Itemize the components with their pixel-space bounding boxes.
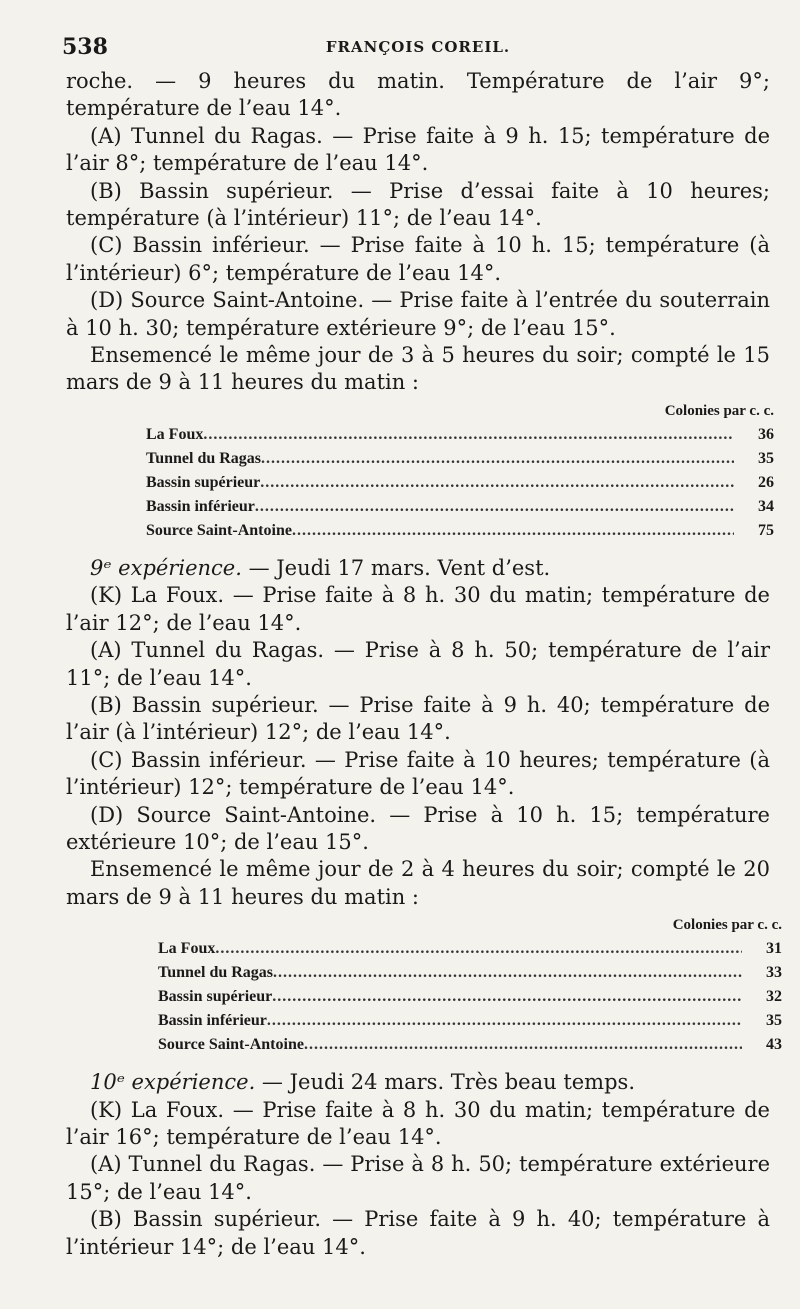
paragraph: (B) Bassin supérieur. — Prise d’essai faite à 10 heures; température (à l’intérieur) 11°; de l’eau 14°.	[66, 178, 770, 231]
table-row	[158, 961, 782, 985]
row-value: 35	[758, 449, 774, 467]
row-value: 32	[766, 988, 782, 1006]
row-name: Bassin inférieur	[158, 1012, 267, 1030]
leader-dots	[273, 961, 742, 985]
colonies-table	[158, 913, 782, 1057]
leader-dots	[292, 519, 734, 543]
paragraph: (K) La Foux. — Prise faite à 8 h. 30 du matin; température de l’air 16°; température de l’eau 14°.	[66, 1097, 770, 1149]
leader-dots	[261, 447, 734, 471]
paragraph: roche. — 9 heures du matin. Température de l’air 9°; température de l’eau 14°.	[66, 69, 770, 121]
paragraph: (A) Tunnel du Ragas. — Prise à 8 h. 50; température de l’air 11°; de l’eau 14°.	[66, 638, 770, 690]
paragraph: (B) Bassin supérieur. — Prise faite à 9 h. 40; température à l’intérieur 14°; de l’eau 14°.	[66, 1207, 770, 1259]
table-row	[158, 937, 782, 961]
table-row	[146, 519, 774, 543]
paragraph: (C) Bassin inférieur. — Prise faite à 10 heures; température (à l’intérieur) 12°; température de l’eau 14°.	[66, 747, 770, 800]
row-value: 35	[766, 1012, 782, 1030]
colonies-table	[146, 399, 774, 543]
table-row	[146, 471, 774, 495]
row-name: Source Saint-Antoine	[158, 1036, 304, 1054]
row-name: Bassin supérieur	[158, 988, 273, 1006]
table-row	[158, 985, 782, 1009]
page-number: 538	[62, 34, 108, 60]
running-head: FRANÇOIS COREIL.	[325, 38, 511, 56]
row-value: 33	[766, 964, 782, 982]
leader-dots	[215, 937, 742, 961]
table-row	[146, 495, 774, 519]
paragraph: Ensemencé le même jour de 2 à 4 heures du soir; compté le 20 mars de 9 à 11 heures du matin :	[66, 857, 770, 909]
row-name: Tunnel du Ragas	[158, 964, 274, 982]
leader-dots	[272, 985, 742, 1009]
experiment-heading	[66, 1069, 770, 1096]
row-name: Bassin supérieur	[146, 473, 261, 491]
paragraph: (B) Bassin supérieur. — Prise faite à 9 h. 40; température de l’air (à l’intérieur) 12°; de l’eau 14°.	[66, 692, 770, 745]
table-row	[158, 1009, 782, 1033]
paragraph: (A) Tunnel du Ragas. — Prise à 8 h. 50; température extérieure 15°; de l’eau 14°.	[66, 1152, 770, 1204]
row-value: 31	[766, 940, 782, 958]
paragraph: (D) Source Saint-Antoine. — Prise à 10 h. 15; température extérieure 10°; de l’eau 15°.	[66, 802, 770, 854]
paragraph: (D) Source Saint-Antoine. — Prise faite à l’entrée du souterrain à 10 h. 30; température extérieure 9°; de l’eau 15°.	[66, 288, 770, 340]
leader-dots	[260, 471, 734, 495]
experiment-date: — Jeudi 24 mars. Très beau temps.	[255, 1070, 635, 1095]
experiment-label: 9ᵉ expérience.	[90, 555, 242, 580]
experiment-date: — Jeudi 17 mars. Vent d’est.	[241, 555, 551, 580]
leader-dots	[304, 1033, 742, 1057]
table-header: Colonies par c. c.	[672, 917, 782, 934]
table-row	[146, 447, 774, 471]
paragraph: (C) Bassin inférieur. — Prise faite à 10 h. 15; température (à l’intérieur) 6°; température de l’eau 14°.	[66, 233, 770, 285]
table-row	[158, 1033, 782, 1057]
leader-dots	[255, 495, 734, 519]
page-header	[62, 28, 770, 68]
row-value: 34	[758, 497, 774, 515]
row-value: 36	[758, 425, 774, 443]
paragraph: Ensemencé le même jour de 3 à 5 heures du soir; compté le 15 mars de 9 à 11 heures du matin :	[66, 343, 770, 395]
experiment-heading	[66, 555, 770, 582]
paragraph: (A) Tunnel du Ragas. — Prise faite à 9 h. 15; température de l’air 8°; température de l’eau 14°.	[66, 123, 770, 176]
table-header: Colonies par c. c.	[664, 402, 774, 419]
row-value: 75	[758, 521, 774, 539]
leader-dots	[267, 1009, 742, 1033]
row-name: Tunnel du Ragas	[146, 449, 262, 467]
row-value: 26	[758, 473, 774, 491]
row-name: La Foux	[158, 940, 216, 958]
row-name: Source Saint-Antoine	[146, 521, 292, 539]
experiment-label: 10ᵉ expérience.	[90, 1070, 256, 1095]
leader-dots	[203, 423, 734, 447]
paragraph: (K) La Foux. — Prise faite à 8 h. 30 du matin; température de l’air 12°; de l’eau 14°.	[66, 583, 770, 635]
row-value: 43	[766, 1036, 782, 1054]
body-text	[66, 68, 782, 1261]
row-name: Bassin inférieur	[146, 497, 255, 515]
row-name: La Foux	[146, 425, 204, 443]
table-row	[146, 423, 774, 447]
